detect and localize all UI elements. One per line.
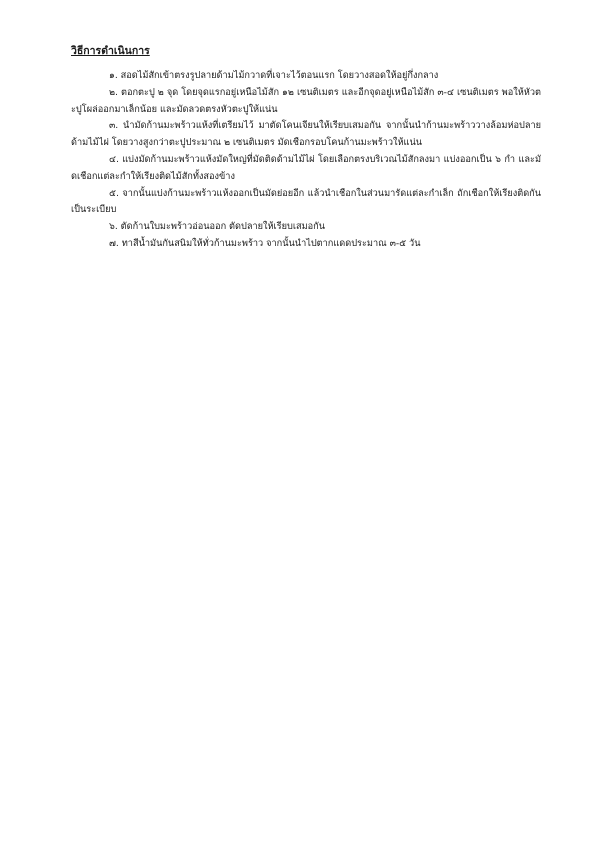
step-6: ๖. ตัดก้านใบมะพร้าวอ่อนออก ตัดปลายให้เรียบเสมอกัน (109, 221, 325, 233)
document-body (71, 44, 541, 253)
step-2: ๒. ตอกตะปู ๒ จุด โดยจุดแรกอยู่เหนือไม้สัก ๑๒ เซนติเมตร และอีกจุดอยู่เหนือไม้สัก ๓-๔ เซนติเมตร พอให้หัวตะปูโผล่ออกมาเล็กน้อย และมัดลวดตรงหัวตะปูให้แน่น (71, 86, 541, 115)
section-heading: วิธีการดำเนินการ (71, 45, 150, 57)
step-5: ๕. จากนั้นแบ่งก้านมะพร้าวแห้งออกเป็นมัดย่อยอีก แล้วนำเชือกในส่วนมารัดแต่ละกำเล็ก ถักเชือกให้เรียงติดกันเป็นระเบียบ (71, 187, 541, 216)
step-4: ๔. แบ่งมัดก้านมะพร้าวแห้งมัดใหญ่ที่มัดติดด้ามไม้ไผ่ โดยเลือกตรงบริเวณไม้สักลงมา แบ่งออกเป็น ๖ กำ และมัดเชือกแต่ละกำให้เรียงติดไม้สักทั้งสองข้าง (71, 153, 541, 182)
step-1: ๑. สอดไม้สักเข้าตรงรูปลายด้ามไม้กวาดที่เจาะไว้ตอนแรก โดยวางสอดให้อยู่กึ่งกลาง (109, 70, 439, 81)
step-3: ๓. นำมัดก้านมะพร้าวแห้งที่เตรียมไว้ มาตัดโคนเจียนให้เรียบเสมอกัน จากนั้นนำก้านมะพร้าววางล้อมห่อปลายด้ามไม้ไผ่ โดยวางสูงกว่าตะปูประมาณ ๒ เซนติเมตร มัดเชือกรอบโคนก้านมะพร้าวให้แน่น (71, 120, 541, 149)
steps-list (71, 68, 541, 253)
step-7: ๗. ทาสีน้ำมันกันสนิมให้ทั่วก้านมะพร้าว จากนั้นนำไปตากแดดประมาณ ๓-๕ วัน (109, 237, 421, 249)
